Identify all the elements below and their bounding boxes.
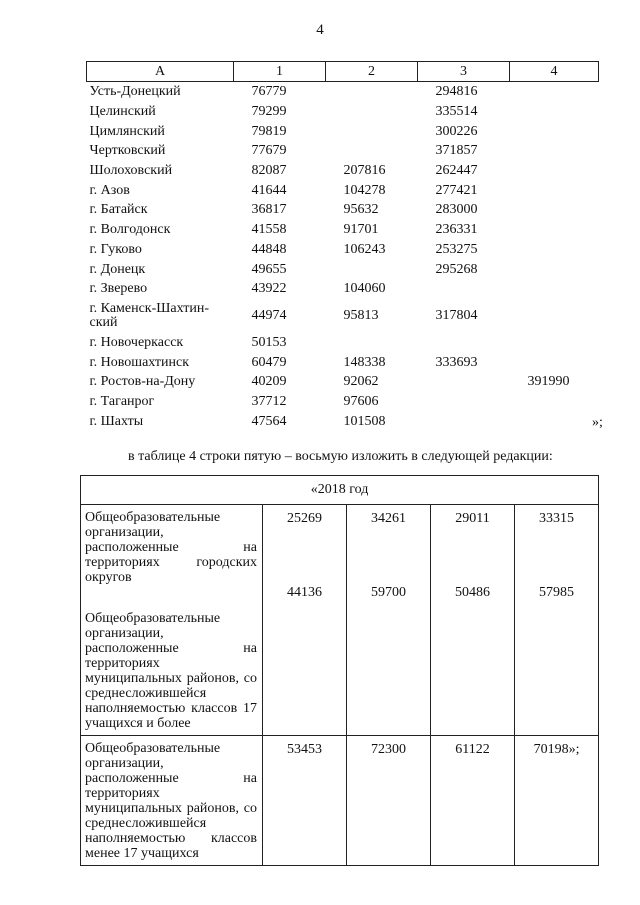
value-col-3: 277421	[435, 182, 478, 198]
value-col-3	[418, 411, 510, 431]
table-row	[87, 372, 599, 392]
value-col-2	[326, 259, 418, 279]
instruction-paragraph: в таблице 4 строки пятую – восьмую изложить в следующей редакции:	[128, 449, 553, 464]
value-cell	[263, 505, 347, 736]
value-col-1: 49655	[251, 261, 287, 277]
value-col-3: 253275	[435, 241, 478, 257]
value-col-1: 50153	[251, 334, 287, 350]
value-col-4	[510, 279, 599, 299]
value-col-4	[510, 220, 599, 240]
value-col-3: 333693	[435, 354, 478, 370]
value-col-3	[418, 372, 510, 392]
value: 44136	[287, 585, 322, 600]
spacer	[85, 585, 257, 611]
table-row	[87, 121, 599, 141]
district-name: Шолоховский	[89, 163, 173, 179]
value-col-4	[510, 392, 599, 412]
value-col-1: 40209	[251, 374, 287, 390]
value-col-4	[510, 240, 599, 260]
value-cell	[347, 505, 431, 736]
value-col-3: 335514	[435, 104, 478, 120]
value-col-4	[510, 333, 599, 353]
district-name: Чертковский	[89, 143, 166, 159]
value-col-2: 148338	[343, 354, 386, 370]
table-row	[87, 141, 599, 161]
table-row	[87, 82, 599, 102]
value-col-4	[510, 82, 599, 102]
value-col-2: 104278	[343, 182, 386, 198]
district-name: г. Донецк	[89, 261, 146, 277]
table-row	[87, 200, 599, 220]
value-col-1: 76779	[251, 84, 287, 100]
value-col-3: 295268	[435, 261, 478, 277]
value-col-1: 60479	[251, 354, 287, 370]
district-name: Усть-Донецкий	[89, 84, 181, 100]
table-row	[81, 476, 599, 505]
column-header: 1	[234, 62, 326, 82]
district-name: г. Таганрог	[89, 393, 155, 409]
row-label: Общеобразовательные организации, расположенные на территориях муниципальных районов, со среднесложившейся наполняемостью классов менее 17 учащихся	[81, 736, 263, 866]
district-name: г. Зверево	[89, 281, 148, 297]
district-name: г. Волгодонск	[89, 222, 171, 238]
value: 25269	[287, 511, 322, 526]
value-col-1: 44848	[251, 241, 287, 257]
value-col-4	[510, 411, 599, 431]
value-cell	[515, 505, 599, 736]
district-name: г. Азов	[89, 182, 130, 198]
value-col-4	[510, 141, 599, 161]
value-col-2: 101508	[343, 413, 386, 429]
value-col-4	[510, 200, 599, 220]
district-name: г. Батайск	[89, 202, 148, 218]
value-col-1: 44974	[251, 308, 287, 324]
value: 70198»;	[515, 736, 599, 866]
table-row	[87, 411, 599, 431]
value: 59700	[371, 585, 406, 600]
value-col-4	[510, 121, 599, 141]
value-cell	[431, 505, 515, 736]
table-row	[87, 102, 599, 122]
value-col-3: 294816	[435, 84, 478, 100]
district-name: г. Каменск-Шахтин-ский	[89, 300, 210, 330]
value-col-2: 104060	[343, 281, 386, 297]
value-col-4	[510, 102, 599, 122]
table-row	[81, 505, 599, 736]
value: 72300	[347, 736, 431, 866]
value-col-4	[510, 352, 599, 372]
district-name: г. Новочеркасск	[89, 334, 184, 350]
value-col-1: 43922	[251, 281, 287, 297]
value-col-3: 300226	[435, 123, 478, 139]
value-col-2: 95632	[343, 202, 379, 218]
value: 53453	[263, 736, 347, 866]
value-col-4	[510, 161, 599, 181]
value: 29011	[455, 511, 490, 526]
value-col-1: 36817	[251, 202, 287, 218]
value-col-2	[326, 102, 418, 122]
closing-quote: »;	[592, 415, 603, 430]
value-col-1: 41558	[251, 222, 287, 238]
value-col-2	[326, 121, 418, 141]
value-col-2	[326, 82, 418, 102]
value-col-4	[510, 299, 599, 333]
district-name: Целинский	[89, 104, 156, 120]
district-name: г. Новошахтинск	[89, 354, 190, 370]
row-label-cell	[81, 505, 263, 736]
table-row	[87, 279, 599, 299]
column-header: А	[87, 62, 234, 82]
table-row	[87, 333, 599, 353]
districts-table	[86, 61, 599, 431]
row-label: Общеобразовательные организации, расположенные на территориях городских округов	[85, 510, 257, 585]
value: 33315	[539, 511, 575, 526]
row-label: Общеобразовательные организации, расположенные на территориях муниципальных районов, со среднесложившейся наполняемостью классов 17 учащихся и более	[85, 611, 257, 731]
value-col-1: 37712	[251, 393, 287, 409]
value-col-3	[418, 279, 510, 299]
table-row	[87, 161, 599, 181]
table-row	[87, 240, 599, 260]
table-row	[87, 392, 599, 412]
value: 34261	[371, 511, 406, 526]
table-header-row	[87, 62, 599, 82]
year-heading: «2018 год	[81, 476, 599, 505]
value: 61122	[431, 736, 515, 866]
value-col-2	[326, 141, 418, 161]
value-col-2: 97606	[343, 393, 379, 409]
column-header: 4	[510, 62, 599, 82]
column-header: 3	[418, 62, 510, 82]
value-col-2: 106243	[343, 241, 386, 257]
value-col-1: 77679	[251, 143, 287, 159]
table-row	[87, 180, 599, 200]
value-col-1: 47564	[251, 413, 287, 429]
value-col-2: 207816	[343, 163, 386, 179]
value-col-2: 92062	[343, 374, 379, 390]
schools-table	[80, 475, 599, 866]
value-col-3	[418, 333, 510, 353]
column-header: 2	[326, 62, 418, 82]
table-row	[81, 736, 599, 866]
district-name: Цимлянский	[89, 123, 165, 139]
value-col-3: 317804	[435, 308, 478, 324]
value-col-4: 391990	[527, 374, 570, 390]
value-col-3: 236331	[435, 222, 478, 238]
district-name: г. Ростов-на-Дону	[89, 374, 196, 390]
value-col-4	[510, 259, 599, 279]
value-col-3: 283000	[435, 202, 478, 218]
value-col-2: 95813	[343, 308, 379, 324]
value-col-1: 79819	[251, 123, 287, 139]
page-number: 4	[316, 22, 324, 38]
value-col-3: 371857	[435, 143, 478, 159]
district-name: г. Гуково	[89, 241, 142, 257]
table-row	[87, 299, 599, 333]
value-col-3	[418, 392, 510, 412]
value-col-1: 79299	[251, 104, 287, 120]
table-row	[87, 259, 599, 279]
table-row	[87, 352, 599, 372]
value-col-3: 262447	[435, 163, 478, 179]
value: 57985	[539, 585, 575, 600]
value: 50486	[455, 585, 490, 600]
district-name: г. Шахты	[89, 413, 144, 429]
table-row	[87, 220, 599, 240]
value-col-2: 91701	[343, 222, 379, 238]
value-col-2	[326, 333, 418, 353]
value-col-1: 41644	[251, 182, 287, 198]
value-col-1: 82087	[251, 163, 287, 179]
value-col-4	[510, 180, 599, 200]
